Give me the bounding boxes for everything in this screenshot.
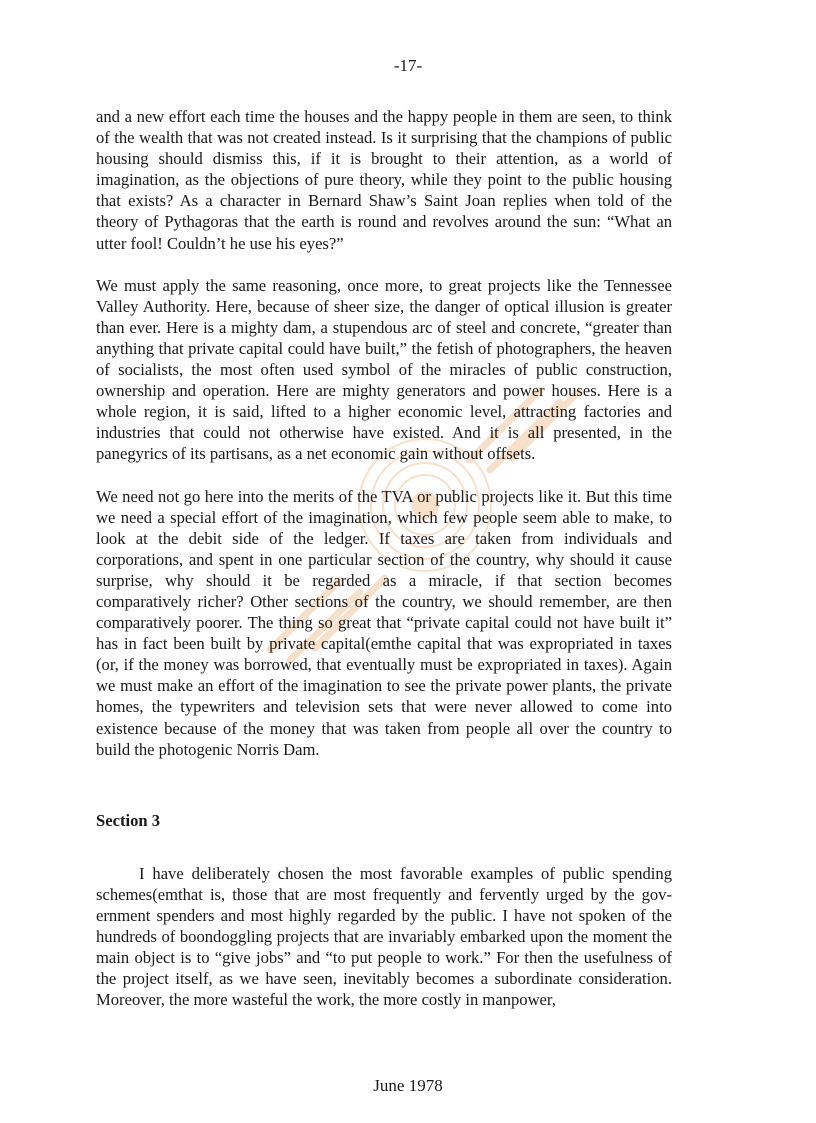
body-paragraph: I have deliberately chosen the most favorable examples of public spending schemes(emthat is, those that are most frequently and fervently urged by the government spenders and most highly regarded by the public. I have not spoken of the hundreds of boondoggling projects that are invariably embarked upon the moment the main object is to “give jobs” and “to put people to work.” For then the usefulness of the project itself, as we have seen, inevitably becomes a subordinate consideration. Moreover, the more wasteful the work, the more costly in manpower, (96, 863, 672, 1010)
body-paragraph: and a new effort each time the houses and the happy people in them are seen, to think of the wealth that was not created instead. Is it surprising that the champions of public housing should dismiss this, if it is brought to their attention, as a world of imagination, as the objections of pure theory, while they point to the public housing that exists? As a character in Bernard Shaw’s Saint Joan replies when told of the theory of Pythagoras that the earth is round and revolves around the sun: “What an utter fool! Couldn’t he use his eyes?” (96, 107, 672, 253)
page-number: -17- (393, 56, 423, 75)
body-paragraph: We need not go here into the merits of the TVA or public projects like it. But this time we need a special effort of the imagination, which few people seem able to make, to look at the debit side of the ledger. If taxes are taken from individuals and corporations, and spent in one particular section of the country, why should it cause surprise, why should it be regarded as a miracle, if that section becomes comparatively richer? Other sections of the country, we should remember, are then comparatively poorer. The thing so great that “private capital could not have built it” has in fact been built by private capital(emthe capital that was expropriated in taxes (or, if the money was borrowed, that eventually must be expropriated in taxes). Again we must make an effort of the imagination to see the private power plants, the private homes, the typewriters and television sets that were never allowed to come into existence because of the money that was taken from people all over the country to build the photogenic Norris Dam. (96, 486, 672, 759)
body-paragraph: We must apply the same reasoning, once more, to great projects like the Tennessee Valley Authority. Here, because of sheer size, the danger of optical illusion is greater than ever. Here is a mighty dam, a stupendous arc of steel and concrete, “greater than anything that private capital could have built,” the fetish of photographers, the heaven of socialists, the most often used symbol of the miracles of public construction, ownership and operation. Here are mighty generators and power houses. Here is a whole region, it is said, lifted to a higher economic level, attracting factories and industries that could not otherwise have existed. And it is all presented, in the panegyrics of its partisans, as a net economic gain without offsets. (96, 275, 672, 464)
page-content (96, 106, 672, 1010)
page-footer-date: June 1978 (373, 1076, 443, 1095)
section-heading: Section 3 (96, 810, 161, 830)
